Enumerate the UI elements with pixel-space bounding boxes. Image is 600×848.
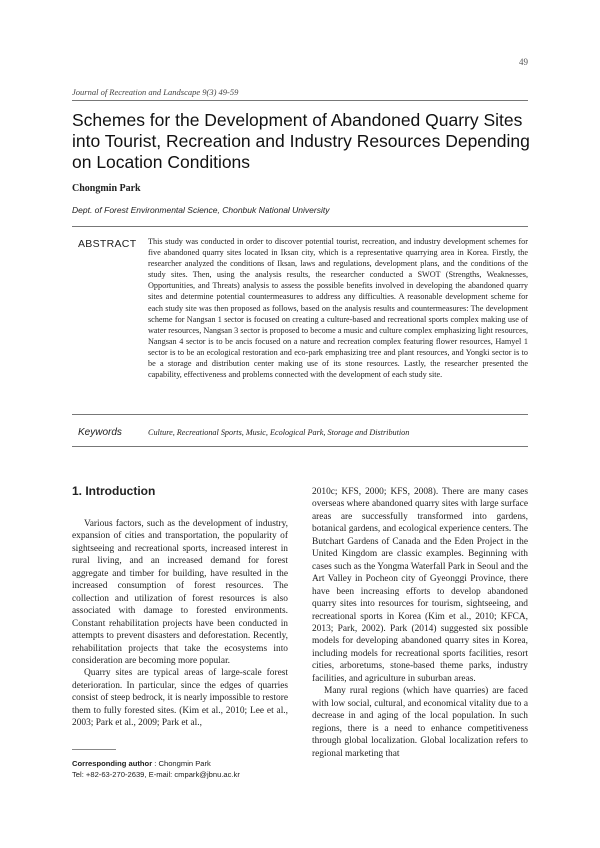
abstract-top-rule [72,226,528,227]
keywords-label: Keywords [78,427,122,438]
corresponding-author-note [72,759,240,780]
page-number: 49 [519,57,528,67]
header-rule [72,100,528,101]
keywords-rule [72,446,528,447]
intro-paragraph-3: 2010c; KFS, 2000; KFS, 2008). There are many cases overseas where abandoned quarry sites with large surface areas are successfully transformed into gardens, botanical gardens, and ecological experience centers. The Butchart Gardens of Canada and the Eden Project in the United Kingdom are classic examples. Beginning with cases such as the Yongma Waterfall Park in Seoul and the Art Valley in Pocheon city of Gyeonggi Province, there have been increasing efforts to develop abandoned quarry sites into resources for tourism, sightseeing, and recreational sports in Korea (Kim et al., 2010; KFCA, 2013; Park, 2002). Park (2014) suggested six possible models for developing abandoned quarry sites in Korea, including models for recreational sports facilities, resort cities, arboretums, stone-based theme parks, industry facilities, and agriculture in suburban areas. [312,487,528,684]
intro-paragraph-4: Many rural regions (which have quarries) are faced with low social, cultural, and economical vitality due to a decrease in and aging of the local population. In such regions, there is a need to enhance competitiveness through global localization. Global localization refers to regional marketing that [312,686,528,759]
abstract-bottom-rule [72,414,528,415]
footnote-contact: Tel: +82-63-270-2639, E-mail: cmpark@jbnu.ac.kr [72,769,240,779]
column-left [72,518,288,730]
footnote-label: Corresponding author [72,759,153,768]
author-affiliation: Dept. of Forest Environmental Science, Chonbuk National University [72,205,330,215]
footnote-name: : Chongmin Park [154,759,211,768]
intro-paragraph-1: Various factors, such as the development of industry, expansion of cities and transportation, the popularity of sightseeing and recreational sports, increased interest in rural living, and an increased demand for forest aggregate and timber for building, have resulted in the increased consumption of forest resources. The collection and utilization of forest resources is also associated with damage to forested environments. Constant rehabilitation projects have been conducted in attempts to prevent disasters and deforestation. Recently, rehabilitation projects that take the ecosystems into consideration are becoming more popular. [72,519,288,666]
intro-paragraph-2: Quarry sites are typical areas of large-scale forest deterioration. In particular, since the edges of quarries consist of steep bedrock, it is nearly impossible to restore them to fully forested sites. (Kim et al., 2010; Lee et al., 2003; Park et al., 2009; Park et al., [72,668,288,729]
author-name: Chongmin Park [72,183,141,194]
abstract-label: ABSTRACT [78,238,137,250]
keywords-text: Culture, Recreational Sports, Music, Ecological Park, Storage and Distribution [148,428,410,437]
column-right [312,486,528,760]
journal-citation: Journal of Recreation and Landscape 9(3) 49-59 [72,87,239,97]
paper-title: Schemes for the Development of Abandoned Quarry Sites into Tourist, Recreation and Industry Resources Depending on Location Conditions [72,110,530,172]
section-heading: 1. Introduction [72,484,156,498]
footnote-rule [72,749,116,750]
abstract-text: This study was conducted in order to discover potential tourist, recreation, and industry development schemes for five abandoned quarry sites located in Iksan city, which is a representative quarrying area in Korea. Firstly, the researcher analyzed the conditions of Iksan, laws and regulations, development plans, and the conditions of the study sites. Then, using the analysis results, the researcher conducted a SWOT (Strengths, Weaknesses, Opportunities, and Threats) analysis to assess the possible benefits involved in developing the abandoned quarry sites and determine potential countermeasures to address any difficulties. A reasonable development scheme for each study site was then proposed as follows, based on the analysis results and countermeasures: The development scheme for Nangsan 1 sector is focused on creating a culture-based and recreational sports complex making use of water resources, Nangsan 3 sector is proposed to become a music and culture complex emphasizing light resources, Nangsan 4 sector is to be ancis focused on a nature and recreation complex featuring flower resources, Hamyel 1 sector is to be an ecological restoration and eco-park emphasizing tree and plant resources, and Yongki sector is to be a storage and distribution center making use of its stone resources. Lastly, the researcher presented the capability, effectiveness and problems connected with the development of each study site. [148,237,528,380]
